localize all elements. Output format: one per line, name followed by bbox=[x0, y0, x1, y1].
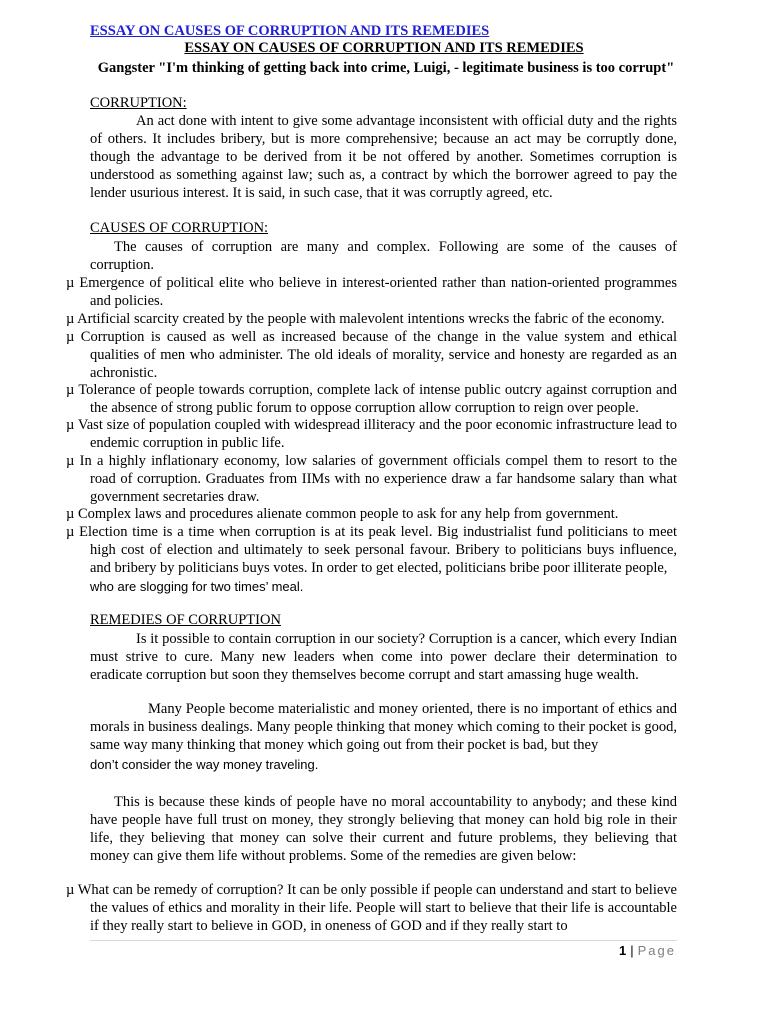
cause-item-6: µ In a highly inflationary economy, low salaries of government officials compel them to resort to the road of corruption. Graduates from IIMs with no experience draw a far handsome salary than what government secretaries draw. bbox=[66, 453, 677, 505]
page-separator: | bbox=[630, 943, 634, 958]
remedies-paragraph-1: Is it possible to contain corruption in our society? Corruption is a cancer, which every Indian must strive to cure. Many new leaders when come into power declare their determination to eradicate corruption but soon they themselves become corrupt and start amassing huge wealth. bbox=[90, 631, 677, 683]
causes-intro: The causes of corruption are many and complex. Following are some of the causes of corruption. bbox=[90, 239, 677, 273]
remedy-item-1: µ What can be remedy of corruption? It can be only possible if people can understand and start to believe the values of ethics and morality in their life. People will start to believe that their life is accountable if they really start to believe in GOD, in oneness of GOD and if they really start to bbox=[66, 882, 677, 934]
page-footer bbox=[619, 943, 676, 958]
cause-item-8-tail: who are slogging for two times’ meal. bbox=[90, 579, 304, 594]
heading-corruption: CORRUPTION: bbox=[90, 95, 187, 111]
cause-item-3: µ Corruption is caused as well as increased because of the change in the value system and ethical qualities of men who administer. The old ideals of morality, service and honesty are regarded as an achronistic. bbox=[66, 329, 677, 381]
heading-remedies: REMEDIES OF CORRUPTION bbox=[90, 612, 281, 628]
cause-item-8: µ Election time is a time when corruption is at its peak level. Big industrialist fund politicians to meet high cost of election and ultimately to seek personal favour. Bribery to politicians buys influence, and bribery by politicians buys votes. In order to get elected, politicians bribe poor illiterate people, bbox=[66, 524, 677, 576]
page-number: 1 bbox=[619, 943, 627, 958]
corruption-definition: An act done with intent to give some advantage inconsistent with official duty and the rights of others. It includes bribery, but is more comprehensive; because an act may be corruptly done, though the advantage to be derived from it be not offered by another. Sometimes corruption is understood as something against law; such as, a contract by which the borrower agreed to pay the lender usurious interest. It is said, in such case, that it was corruptly agreed, etc. bbox=[90, 113, 677, 201]
page-title: ESSAY ON CAUSES OF CORRUPTION AND ITS REMEDIES bbox=[184, 40, 584, 56]
heading-causes: CAUSES OF CORRUPTION: bbox=[90, 220, 269, 236]
page-label: Page bbox=[637, 943, 676, 958]
remedies-paragraph-2: Many People become materialistic and money oriented, there is no important of ethics and morals in business dealings. Many people thinking that money which coming to their pocket is good, same way many thinking that money which going out from their pocket is bad, but they bbox=[90, 701, 677, 753]
link-title[interactable]: ESSAY ON CAUSES OF CORRUPTION AND ITS REMEDIES bbox=[90, 23, 490, 39]
footer-divider bbox=[90, 940, 677, 941]
remedies-paragraph-3: This is because these kinds of people have no moral accountability to anybody; and these kind have people have full trust on money, they strongly believing that money can hold big role in their life, they believing that money can solve their current and future problems, they believing that money can give them life without problems. Some of the remedies are given below: bbox=[90, 794, 677, 864]
cause-item-2: µ Artificial scarcity created by the people with malevolent intentions wrecks the fabric of the economy. bbox=[66, 311, 665, 327]
cause-item-1: µ Emergence of political elite who believe in interest-oriented rather than nation-oriented programmes and policies. bbox=[66, 275, 677, 309]
cause-item-4: µ Tolerance of people towards corruption, complete lack of intense public outcry against corruption and the absence of strong public forum to oppose corruption allow corruption to reign over people. bbox=[66, 382, 677, 416]
epigraph-quote: Gangster "I'm thinking of getting back into crime, Luigi, - legitimate business is too corrupt" bbox=[97, 60, 675, 76]
remedies-paragraph-2-tail: don’t consider the way money traveling. bbox=[90, 757, 319, 772]
cause-item-5: µ Vast size of population coupled with widespread illiteracy and the poor economic infrastructure lead to endemic corruption in public life. bbox=[66, 417, 677, 451]
cause-item-7: µ Complex laws and procedures alienate common people to ask for any help from government. bbox=[66, 506, 619, 522]
